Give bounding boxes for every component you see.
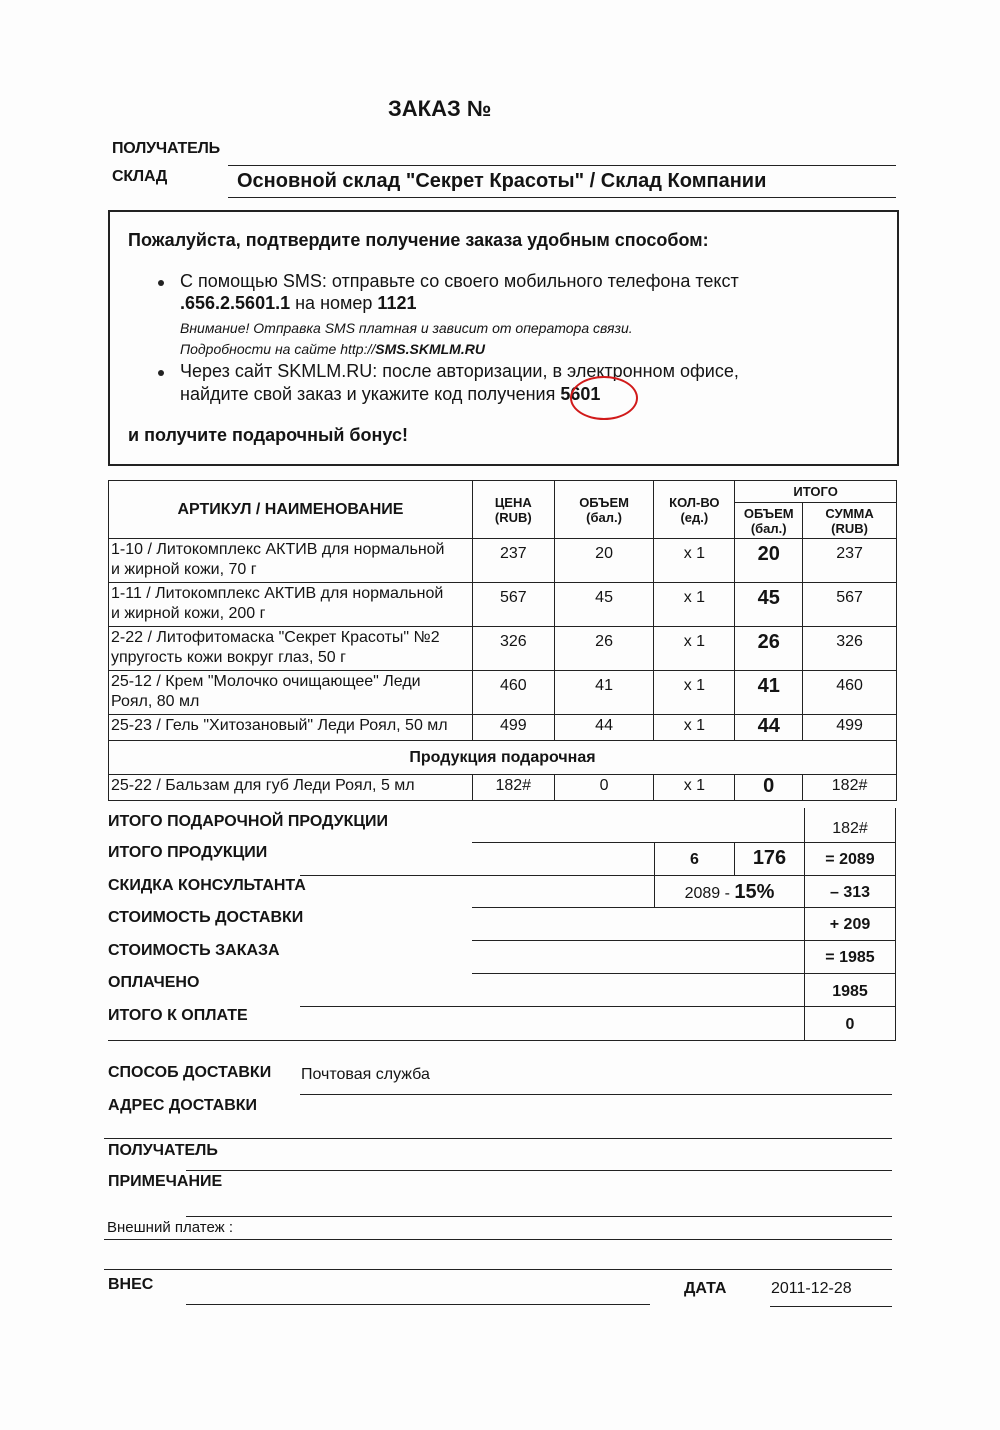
item-qty: x 1: [654, 539, 735, 583]
item-qty: x 1: [654, 671, 735, 715]
gift-item-volume: 0: [554, 775, 654, 801]
recipient-label: ПОЛУЧАТЕЛЬ: [112, 140, 220, 157]
item-total-sum: 567: [803, 583, 897, 627]
item-total-sum: 499: [803, 715, 897, 741]
item-name: 1-11 / Литокомплекс АКТИВ для нормальной и жирной кожи, 200 г: [109, 583, 473, 627]
item-volume: 44: [554, 715, 654, 741]
item-name: 25-12 / Крем "Молочко очищающее" Леди Роял, 80 мл: [109, 671, 473, 715]
gift-total-label: ИТОГО ПОДАРОЧНОЙ ПРОДУКЦИИ: [108, 813, 389, 830]
col-header-name: АРТИКУЛ / НАИМЕНОВАНИЕ: [109, 481, 473, 539]
gift-section-header: Продукция подарочная: [109, 741, 897, 775]
summary-line: [472, 973, 896, 974]
site-instruction-text: найдите свой заказ и укажите код получения: [180, 384, 561, 404]
summary-line: [472, 940, 896, 941]
item-total-volume: 41: [735, 671, 803, 715]
gift-total-value: 182#: [832, 820, 868, 837]
discount-percent: 15%: [734, 881, 775, 903]
sms-code-line: [180, 293, 416, 314]
gift-item-total-volume: 0: [735, 775, 803, 801]
summary-line: [472, 842, 896, 843]
field-line: [104, 1239, 892, 1240]
date-value: 2011-12-28: [771, 1280, 852, 1297]
item-total-volume: 45: [735, 583, 803, 627]
item-price: 326: [472, 627, 554, 671]
delivery-cost-label: СТОИМОСТЬ ДОСТАВКИ: [108, 909, 304, 926]
col-header-price: ЦЕНА (RUB): [472, 481, 554, 539]
products-total-label: ИТОГО ПРОДУКЦИИ: [108, 844, 268, 861]
gift-item-name: 25-22 / Бальзам для губ Леди Роял, 5 мл: [109, 775, 473, 801]
warehouse-line: [228, 197, 896, 198]
table-row: [109, 539, 897, 583]
sms-number: 1121: [377, 293, 417, 313]
item-qty: x 1: [654, 627, 735, 671]
items-table: [108, 480, 897, 801]
summary-line: [472, 907, 896, 908]
item-name: 1-10 / Литокомплекс АКТИВ для нормальной и жирной кожи, 70 г: [109, 539, 473, 583]
sms-details-prefix: Подробности на сайте http://: [180, 341, 376, 357]
gift-item-total-sum: 182#: [803, 775, 897, 801]
warehouse-label: СКЛАД: [112, 168, 168, 185]
field-line: [186, 1170, 892, 1171]
delivery-method-label: СПОСОБ ДОСТАВКИ: [108, 1064, 272, 1081]
warehouse-value: Основной склад "Секрет Красоты" / Склад Компании: [237, 170, 767, 192]
note-label: ПРИМЕЧАНИЕ: [108, 1173, 223, 1190]
col-header-total: ИТОГО: [735, 481, 897, 503]
order-cost-value: = 1985: [825, 949, 875, 966]
field-line: [186, 1216, 892, 1217]
sms-note: Внимание! Отправка SMS платная и зависит от оператора связи.: [180, 320, 633, 336]
table-row: [109, 627, 897, 671]
to-pay-value: 0: [845, 1016, 855, 1033]
item-price: 499: [472, 715, 554, 741]
table-row: [109, 671, 897, 715]
col-header-qty: КОЛ-ВО (ед.): [654, 481, 735, 539]
sms-to: на номер: [290, 293, 378, 313]
item-total-sum: 460: [803, 671, 897, 715]
item-volume: 45: [554, 583, 654, 627]
gift-item-price: 182#: [472, 775, 554, 801]
date-label: ДАТА: [684, 1280, 727, 1297]
to-pay-label: ИТОГО К ОПЛАТЕ: [108, 1007, 248, 1024]
table-row: [109, 775, 897, 801]
paid-label: ОПЛАЧЕНО: [108, 974, 200, 991]
item-total-sum: 237: [803, 539, 897, 583]
field-line: [186, 1304, 650, 1305]
gift-item-qty: x 1: [654, 775, 735, 801]
discount-base: 2089 -: [684, 885, 735, 902]
order-cost-label: СТОИМОСТЬ ЗАКАЗА: [108, 942, 280, 959]
table-row: [109, 715, 897, 741]
products-volume: 176: [752, 847, 787, 869]
item-price: 567: [472, 583, 554, 627]
summary-line: [108, 1040, 896, 1041]
item-name: 2-22 / Литофитомаска "Секрет Красоты" №2 упругость кожи вокруг глаз, 50 г: [109, 627, 473, 671]
bullet-icon: [158, 280, 164, 286]
site-instruction: Через сайт SKMLM.RU: после авторизации, в электронном офисе,: [180, 361, 739, 381]
delivery-method-value: Почтовая служба: [301, 1066, 430, 1083]
sms-code: .656.2.5601.1: [180, 293, 291, 313]
item-total-sum: 326: [803, 627, 897, 671]
products-qty: 6: [690, 851, 699, 868]
col-header-total-volume: ОБЪЕМ (бал.): [735, 503, 803, 539]
field-line: [300, 1094, 892, 1095]
products-sum: = 2089: [825, 851, 875, 868]
item-price: 460: [472, 671, 554, 715]
confirmation-heading: Пожалуйста, подтвердите получение заказа удобным способом:: [128, 230, 709, 250]
sms-instruction: С помощью SMS: отправьте со своего мобильного телефона текст: [180, 271, 739, 291]
item-total-volume: 26: [735, 627, 803, 671]
bonus-text: и получите подарочный бонус!: [128, 425, 408, 445]
recipient-footer-label: ПОЛУЧАТЕЛЬ: [108, 1142, 218, 1159]
discount-value: – 313: [829, 884, 871, 901]
discount-label: СКИДКА КОНСУЛЬТАНТА: [108, 877, 306, 894]
sms-site-link[interactable]: SMS.SKMLM.RU: [375, 341, 485, 357]
paid-value: 1985: [832, 983, 868, 1000]
table-row: [109, 583, 897, 627]
site-instruction-2: [180, 384, 600, 405]
field-line: [104, 1269, 892, 1270]
external-payment-label: Внешний платеж :: [107, 1219, 234, 1236]
page-title: ЗАКАЗ №: [388, 96, 492, 121]
item-volume: 26: [554, 627, 654, 671]
bullet-icon: [158, 370, 164, 376]
delivery-cost-value: + 209: [829, 916, 871, 933]
entered-by-label: ВНЕС: [108, 1276, 154, 1293]
summary-line: [300, 875, 896, 876]
sms-details: [180, 341, 485, 357]
item-qty: x 1: [654, 583, 735, 627]
field-line: [104, 1138, 892, 1139]
delivery-address-label: АДРЕС ДОСТАВКИ: [108, 1097, 258, 1114]
receive-code: 5601: [560, 384, 601, 404]
recipient-line: [228, 165, 896, 166]
item-qty: x 1: [654, 715, 735, 741]
field-line: [770, 1306, 892, 1307]
item-total-volume: 20: [735, 539, 803, 583]
item-volume: 41: [554, 671, 654, 715]
item-name: 25-23 / Гель "Хитозановый" Леди Роял, 50 мл: [109, 715, 473, 741]
col-header-total-sum: СУММА (RUB): [803, 503, 897, 539]
summary-line: [300, 1006, 896, 1007]
col-header-volume: ОБЪЕМ (бал.): [554, 481, 654, 539]
discount-calc: [655, 881, 804, 904]
item-volume: 20: [554, 539, 654, 583]
item-price: 237: [472, 539, 554, 583]
item-total-volume: 44: [735, 715, 803, 741]
red-circle-mark: [570, 376, 638, 420]
